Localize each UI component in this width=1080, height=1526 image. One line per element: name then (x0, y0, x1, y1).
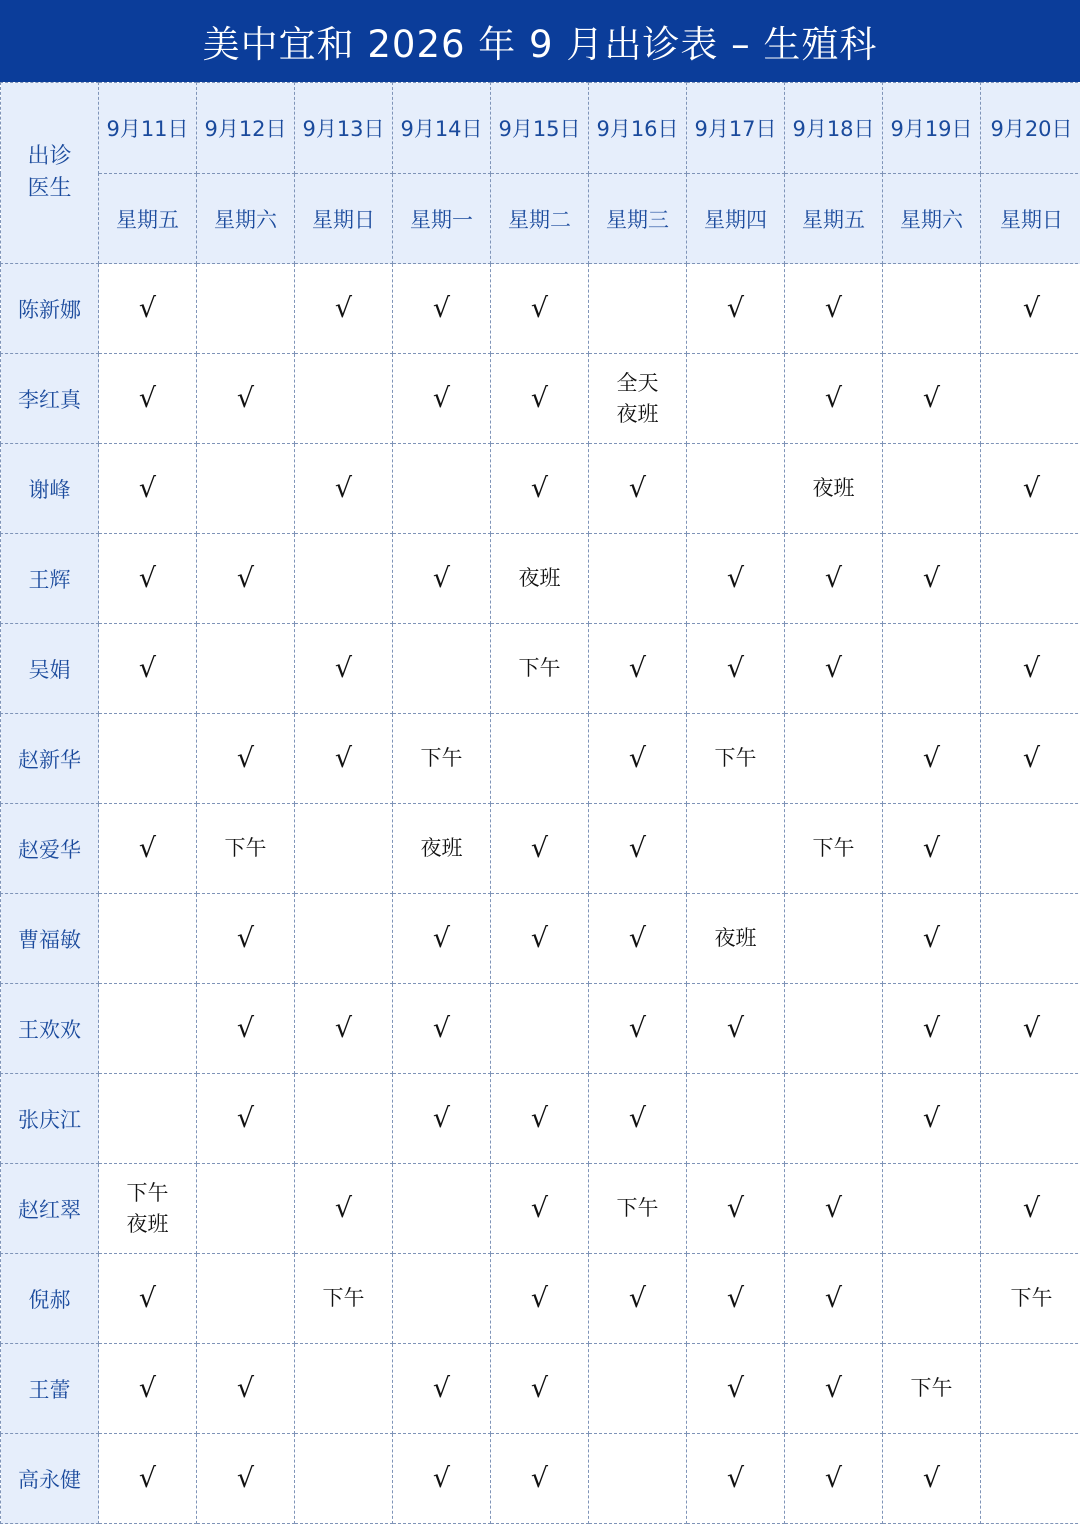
schedule-cell: √ (981, 1164, 1080, 1254)
weekday-header: 星期三 (589, 174, 687, 264)
schedule-cell (197, 1254, 295, 1344)
schedule-body (1, 264, 1080, 1524)
schedule-cell (295, 1434, 393, 1524)
doctor-row (1, 1254, 1080, 1344)
doctor-name: 高永健 (1, 1434, 99, 1524)
schedule-cell (393, 1164, 491, 1254)
schedule-cell: √ (687, 624, 785, 714)
schedule-cell: √ (589, 984, 687, 1074)
schedule-cell: 全天 夜班 (589, 354, 687, 444)
schedule-cell (883, 264, 981, 354)
schedule-cell: √ (785, 1434, 883, 1524)
schedule-cell (883, 1254, 981, 1344)
doctor-row (1, 714, 1080, 804)
schedule-cell: √ (491, 1074, 589, 1164)
doctor-name: 赵红翠 (1, 1164, 99, 1254)
schedule-cell (785, 984, 883, 1074)
schedule-cell (99, 714, 197, 804)
schedule-cell (295, 894, 393, 984)
doctor-row (1, 1074, 1080, 1164)
date-header: 9月19日 (883, 83, 981, 174)
schedule-cell: √ (981, 984, 1080, 1074)
schedule-cell: √ (197, 714, 295, 804)
schedule-cell: √ (99, 804, 197, 894)
schedule-cell: 下午 (883, 1344, 981, 1434)
date-header: 9月13日 (295, 83, 393, 174)
weekday-header: 星期一 (393, 174, 491, 264)
doctor-row (1, 354, 1080, 444)
doctor-name: 赵新华 (1, 714, 99, 804)
schedule-cell: √ (687, 264, 785, 354)
schedule-cell: √ (197, 1344, 295, 1434)
doctor-name: 王辉 (1, 534, 99, 624)
schedule-cell: √ (295, 1164, 393, 1254)
schedule-cell: √ (687, 1344, 785, 1434)
schedule-cell (785, 1074, 883, 1164)
schedule-cell: √ (197, 354, 295, 444)
doctor-row (1, 624, 1080, 714)
schedule-cell: √ (393, 984, 491, 1074)
schedule-table (0, 82, 1080, 1524)
weekday-header: 星期六 (883, 174, 981, 264)
doctor-name: 陈新娜 (1, 264, 99, 354)
date-header: 9月15日 (491, 83, 589, 174)
date-header: 9月11日 (99, 83, 197, 174)
schedule-cell (785, 714, 883, 804)
schedule-cell: √ (491, 444, 589, 534)
doctor-row (1, 534, 1080, 624)
schedule-cell: 下午 (295, 1254, 393, 1344)
schedule-cell (491, 714, 589, 804)
schedule-cell (687, 804, 785, 894)
date-header: 9月14日 (393, 83, 491, 174)
schedule-cell: √ (785, 1164, 883, 1254)
schedule-cell: √ (589, 444, 687, 534)
schedule-cell: √ (99, 1434, 197, 1524)
schedule-cell: √ (883, 804, 981, 894)
schedule-cell: √ (393, 894, 491, 984)
schedule-cell (883, 444, 981, 534)
doctor-name: 吴娟 (1, 624, 99, 714)
schedule-cell (197, 264, 295, 354)
schedule-cell (295, 804, 393, 894)
date-header: 9月12日 (197, 83, 295, 174)
weekday-header: 星期日 (295, 174, 393, 264)
schedule-cell: √ (295, 264, 393, 354)
schedule-cell: √ (99, 624, 197, 714)
schedule-cell: 下午 夜班 (99, 1164, 197, 1254)
doctor-row (1, 804, 1080, 894)
schedule-cell: √ (393, 354, 491, 444)
schedule-cell (883, 624, 981, 714)
weekday-header: 星期四 (687, 174, 785, 264)
schedule-cell: √ (393, 1074, 491, 1164)
schedule-cell: √ (393, 1434, 491, 1524)
schedule-cell: √ (197, 1074, 295, 1164)
weekday-header: 星期五 (785, 174, 883, 264)
schedule-cell (589, 264, 687, 354)
schedule-cell (981, 534, 1080, 624)
date-header: 9月20日 (981, 83, 1080, 174)
schedule-cell: √ (99, 264, 197, 354)
schedule-cell: √ (99, 354, 197, 444)
date-header: 9月18日 (785, 83, 883, 174)
date-header: 9月16日 (589, 83, 687, 174)
schedule-cell: √ (491, 894, 589, 984)
schedule-cell: √ (99, 444, 197, 534)
schedule-cell: √ (491, 1164, 589, 1254)
doctor-name: 王欢欢 (1, 984, 99, 1074)
schedule-cell: √ (687, 534, 785, 624)
schedule-cell: √ (785, 534, 883, 624)
doctor-name: 曹福敏 (1, 894, 99, 984)
schedule-cell: √ (197, 894, 295, 984)
schedule-cell (99, 894, 197, 984)
schedule-cell: √ (491, 1254, 589, 1344)
schedule-cell: √ (491, 354, 589, 444)
doctor-row (1, 1344, 1080, 1434)
schedule-cell (981, 804, 1080, 894)
schedule-cell: 夜班 (785, 444, 883, 534)
schedule-cell: √ (981, 264, 1080, 354)
doctor-row (1, 444, 1080, 534)
schedule-cell: √ (589, 1254, 687, 1344)
schedule-cell: √ (589, 714, 687, 804)
schedule-cell: √ (197, 1434, 295, 1524)
date-header: 9月17日 (687, 83, 785, 174)
schedule-cell: 夜班 (687, 894, 785, 984)
schedule-cell: √ (687, 1254, 785, 1344)
doctor-name: 王蕾 (1, 1344, 99, 1434)
schedule-cell: √ (295, 984, 393, 1074)
weekday-header: 星期五 (99, 174, 197, 264)
schedule-cell (981, 1344, 1080, 1434)
schedule-cell (197, 624, 295, 714)
schedule-cell (393, 624, 491, 714)
schedule-cell: √ (491, 1434, 589, 1524)
schedule-cell: √ (785, 1344, 883, 1434)
schedule-cell: √ (491, 1344, 589, 1434)
schedule-cell: √ (981, 444, 1080, 534)
doctor-name: 倪郝 (1, 1254, 99, 1344)
doctor-row (1, 1164, 1080, 1254)
schedule-cell: 夜班 (393, 804, 491, 894)
doctor-row (1, 1434, 1080, 1524)
schedule-cell (981, 894, 1080, 984)
schedule-cell: √ (295, 714, 393, 804)
doctor-row (1, 984, 1080, 1074)
doctor-name: 谢峰 (1, 444, 99, 534)
schedule-cell: √ (981, 714, 1080, 804)
schedule-cell (687, 1074, 785, 1164)
schedule-cell: √ (99, 1254, 197, 1344)
schedule-cell: √ (883, 714, 981, 804)
schedule-cell: √ (883, 894, 981, 984)
schedule-cell (687, 354, 785, 444)
weekday-header: 星期日 (981, 174, 1080, 264)
schedule-cell (981, 1074, 1080, 1164)
schedule-cell: √ (883, 354, 981, 444)
schedule-cell: √ (491, 804, 589, 894)
doctor-name: 赵爱华 (1, 804, 99, 894)
schedule-cell (393, 444, 491, 534)
schedule-cell (785, 894, 883, 984)
schedule-cell (295, 534, 393, 624)
schedule-cell (295, 354, 393, 444)
schedule-title: 美中宜和 2026 年 9 月出诊表 – 生殖科 (0, 0, 1080, 82)
schedule-cell: √ (589, 894, 687, 984)
schedule-cell (491, 984, 589, 1074)
schedule-cell: √ (393, 534, 491, 624)
schedule-cell: 下午 (197, 804, 295, 894)
schedule-cell: 下午 (589, 1164, 687, 1254)
doctor-row (1, 264, 1080, 354)
schedule-cell: 下午 (687, 714, 785, 804)
schedule-cell (883, 1164, 981, 1254)
weekday-header-row (1, 174, 1080, 264)
schedule-cell (981, 1434, 1080, 1524)
schedule-cell (393, 1254, 491, 1344)
schedule-cell: √ (197, 534, 295, 624)
schedule-cell: √ (883, 984, 981, 1074)
doctor-header-line2: 医生 (27, 176, 72, 201)
schedule-cell (197, 1164, 295, 1254)
schedule-cell: √ (295, 624, 393, 714)
date-header-row (1, 83, 1080, 174)
doctor-column-header (1, 83, 99, 264)
schedule-cell: √ (687, 1434, 785, 1524)
schedule-cell: √ (295, 444, 393, 534)
schedule-cell: √ (99, 1344, 197, 1434)
schedule-cell: √ (589, 1074, 687, 1164)
schedule-cell (295, 1344, 393, 1434)
schedule-cell: √ (491, 264, 589, 354)
schedule-cell: 下午 (785, 804, 883, 894)
schedule-cell: √ (99, 534, 197, 624)
schedule-cell (981, 354, 1080, 444)
schedule-cell: √ (785, 354, 883, 444)
schedule-cell: 夜班 (491, 534, 589, 624)
schedule-cell: √ (981, 624, 1080, 714)
schedule-cell: √ (687, 984, 785, 1074)
schedule-cell: √ (883, 1074, 981, 1164)
doctor-header-line1: 出诊 (27, 144, 72, 169)
schedule-cell (589, 534, 687, 624)
schedule-cell: √ (393, 264, 491, 354)
schedule-cell: √ (785, 264, 883, 354)
schedule-cell: 下午 (981, 1254, 1080, 1344)
doctor-name: 张庆江 (1, 1074, 99, 1164)
weekday-header: 星期二 (491, 174, 589, 264)
schedule-cell (295, 1074, 393, 1164)
doctor-name: 李红真 (1, 354, 99, 444)
schedule-cell: √ (589, 624, 687, 714)
schedule-cell: √ (589, 804, 687, 894)
schedule-cell (197, 444, 295, 534)
schedule-cell: 下午 (393, 714, 491, 804)
schedule-cell: √ (785, 1254, 883, 1344)
schedule-cell: √ (197, 984, 295, 1074)
schedule-cell: √ (393, 1344, 491, 1434)
schedule-cell: √ (687, 1164, 785, 1254)
schedule-cell (99, 1074, 197, 1164)
doctor-row (1, 894, 1080, 984)
schedule-cell: √ (785, 624, 883, 714)
schedule-cell: √ (883, 1434, 981, 1524)
schedule-cell: 下午 (491, 624, 589, 714)
schedule-cell (589, 1434, 687, 1524)
schedule-cell (99, 984, 197, 1074)
schedule-cell (589, 1344, 687, 1434)
schedule-cell: √ (883, 534, 981, 624)
weekday-header: 星期六 (197, 174, 295, 264)
schedule-cell (687, 444, 785, 534)
